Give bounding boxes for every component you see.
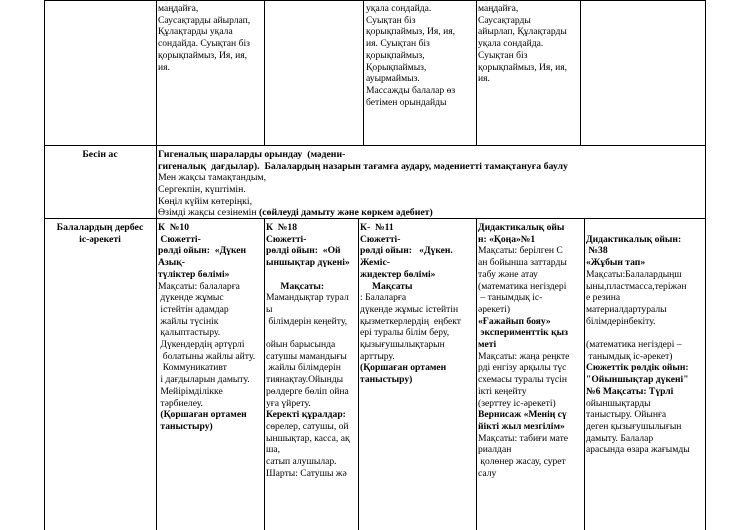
cell-line: Мақсаты: табиғи мате	[478, 432, 569, 444]
cell-line: Вернисаж «Менің сү	[478, 409, 567, 421]
cell-line: йікті жыл мезгілім»	[478, 420, 565, 432]
cell-line: қызығушылықтарын	[360, 339, 445, 351]
cell-line	[586, 327, 704, 339]
cell-line: Мақсаты: балаларға	[158, 280, 240, 292]
cell-line: ия.	[478, 73, 490, 85]
cell-line: ойыншықтарды	[586, 397, 651, 409]
cell-line: Массажды балалар өз	[366, 84, 456, 96]
cell-line: ікті кеңейту	[478, 385, 527, 397]
lunch-verse-4-text: Өзімді жақсы сезінемін	[158, 207, 257, 219]
cell-line: істейтін адамдар	[158, 303, 229, 315]
cell-line: : Балаларға	[360, 292, 407, 304]
cell-line: сондайда. Суықтан біз	[158, 38, 250, 50]
cell-line: таныстыру)	[158, 420, 213, 432]
row-divider-1	[44, 145, 706, 146]
cell-line: бетімен орындайды	[366, 96, 447, 108]
cell-line: №6 Мақсаты: Түрлі	[586, 385, 674, 397]
cell-line: ыны,пластмасса,теріжән	[586, 280, 687, 292]
cell-line: Мейірімділікке	[158, 385, 223, 397]
cell-line: меті	[478, 339, 497, 351]
activity-col-f	[586, 222, 704, 456]
cell-line: айырлап, Құлақтарды	[478, 26, 567, 38]
column-divider-3	[363, 0, 364, 145]
cell-line: түліктер бөлімі»	[158, 268, 230, 280]
activity-col-d	[360, 222, 475, 386]
cell-line: ыншықтар, касса, ақ	[266, 432, 350, 444]
cell-line: уқала сондайда.	[366, 3, 432, 14]
cell-line: Суықтан біз	[366, 14, 416, 26]
cell-line: (Қоршаған ортамен	[158, 409, 247, 421]
cell-line: (Қоршаған ортамен	[360, 362, 447, 374]
column-divider-3b	[358, 218, 359, 530]
cell-line: ан бойынша заттарды	[478, 257, 567, 269]
cell-line: Мақсаты:Балалардыңш	[586, 268, 682, 280]
cell-line: риалдан	[478, 444, 512, 456]
cell-line: тиянақтау.Ойынды	[266, 374, 344, 386]
cell-line: Дидактикалық ойы	[478, 222, 565, 233]
cell-line: қалыптастыру.	[158, 327, 221, 339]
cell-line: қолөнер жасау, сурет	[478, 456, 566, 468]
cell-line: дүкенде жұмыс істейтін	[360, 303, 459, 315]
cell-line: «Ғажайып бояу»	[478, 315, 551, 327]
cell-line: табу және атау	[478, 268, 538, 280]
massage-text-col-b	[158, 3, 262, 73]
cell-line: (зерттеу іс-әрекеті)	[478, 397, 556, 409]
document-page	[44, 0, 706, 530]
cell-line: қорықпаймыз, Ия, ия,	[366, 26, 456, 38]
cell-line	[266, 269, 357, 281]
column-divider-2	[264, 0, 265, 145]
cell-line: Дидактикалық ойын:	[586, 233, 682, 245]
cell-line: Мақсаты: жаңа реңкте	[478, 350, 570, 362]
cell-line: рді енгізу арқылы түс	[478, 362, 567, 374]
cell-line: уқала сондайда.	[478, 38, 544, 50]
cell-line: ыншықтар дүкені»	[266, 257, 350, 269]
cell-line: маңдайға,	[158, 3, 199, 14]
cell-line: әрекеті)	[478, 303, 511, 315]
cell-line: Сюжеттік рөлдік ойын:	[586, 362, 689, 374]
cell-line: Сюжетті-	[158, 233, 201, 245]
cell-line: таныстыру. Ойынға	[586, 409, 667, 421]
activity-col-c	[266, 222, 357, 479]
cell-line: білімдерін кеңейту,	[266, 315, 348, 327]
cell-line: схемасы туралы түсін	[478, 374, 567, 386]
cell-line: рөлді ойын: «Дүкен.	[360, 245, 453, 257]
cell-line: "Ойыншықтар дүкені"	[586, 374, 689, 386]
cell-line: (математика негіздері	[478, 280, 567, 292]
cell-line: (математика негіздері –	[586, 339, 682, 351]
table-top-border	[44, 0, 706, 1]
cell-line: Қорықпаймыз,	[366, 61, 427, 73]
cell-line: қорықпаймыз,	[366, 49, 425, 61]
cell-line: білімдерінбекіту.	[586, 315, 656, 327]
table-right-border	[705, 0, 706, 530]
column-divider-5b	[584, 218, 585, 530]
cell-line: Мақсаты: берілген С	[478, 245, 563, 257]
cell-line: рөлді ойын: «Ой	[266, 245, 341, 257]
cell-line: Шарты: Сатушы жә	[266, 467, 347, 479]
cell-line: Құлақтарды уқала	[158, 26, 233, 38]
cell-line: салу	[478, 467, 497, 479]
cell-line: Мақсаты:	[266, 280, 325, 292]
cell-line: Суықтан біз	[478, 49, 528, 61]
cell-line: арасында өзара жағымды	[586, 444, 690, 456]
cell-line: ауырмаймыз.	[366, 73, 420, 85]
cell-line: рөлдерге бөліп ойна	[266, 385, 349, 397]
cell-line: жайлы түсінік	[158, 315, 219, 327]
cell-line: танымдық іс-әрекет)	[586, 350, 673, 362]
column-divider-5	[580, 0, 581, 145]
cell-line: Жеміс-	[360, 257, 390, 269]
cell-line: н: «Қоңа»№1	[478, 233, 536, 245]
cell-line: эксперименттік қыз	[478, 327, 568, 339]
lunch-hygiene-bold-2: гигеналық дағдылар). Балалардың назарын тағамға аудару, мәдениетті тамақтануға баулу	[158, 160, 568, 172]
activity-col-e	[478, 222, 583, 479]
cell-line: маңдайға,	[478, 3, 519, 14]
lunch-verse-4	[158, 207, 433, 219]
column-divider-2b	[264, 218, 265, 530]
column-divider-4b	[476, 218, 477, 530]
column-divider-1	[156, 0, 157, 530]
cell-line: Саусақтарды айырлап,	[158, 14, 251, 26]
cell-line: К №10	[158, 222, 189, 233]
cell-line: ия. Суықтан біз	[366, 38, 430, 50]
cell-line: материалдартуралы	[586, 303, 667, 315]
cell-line: Мамандықтар турал	[266, 292, 349, 304]
cell-line: тәрбиелеу.	[158, 397, 203, 409]
cell-line: ойын барысында	[266, 339, 336, 351]
cell-line: рөлді ойын: «Дүкен	[158, 245, 247, 257]
lunch-verse-3: Көңіл күйім көтеріңкі,	[158, 195, 253, 207]
cell-line: ша,	[266, 444, 281, 456]
cell-line: К- №11	[360, 222, 394, 233]
cell-line: Сюжетті-	[360, 233, 401, 245]
cell-line: №38	[586, 245, 608, 257]
activity-col-b	[158, 222, 263, 433]
column-divider-4	[476, 0, 477, 145]
row-label-lunch: Бесін ас	[82, 149, 118, 160]
cell-line: қорықпаймыз, Ия, ия,	[158, 49, 248, 61]
cell-line: – танымдық іс-	[478, 292, 543, 304]
cell-line: і дағдыларын дамыту.	[158, 374, 250, 386]
cell-line: Дүкендердің әртүрлі	[158, 339, 245, 351]
cell-line: К №18	[266, 222, 297, 233]
cell-line: қорықпаймыз, Ия, ия,	[478, 61, 568, 73]
cell-line: дамыту. Балалар	[586, 432, 654, 444]
cell-line: ы	[266, 303, 273, 315]
massage-text-col-d	[366, 3, 474, 108]
row-label-activity-1: Балалардың дербес	[56, 222, 144, 233]
cell-line: таныстыру)	[360, 374, 413, 386]
lunch-hygiene-bold-1: Гигеналық шараларды орындау (мәдени-	[158, 149, 346, 160]
cell-line: жидектер бөлімі»	[360, 268, 436, 280]
cell-line: Мақсаты	[360, 280, 413, 292]
cell-line: сатып алушылар.	[266, 456, 337, 468]
cell-line: арттыру.	[360, 350, 395, 362]
cell-line: қызметкерлердің еңбект	[360, 315, 461, 327]
cell-line: болатыны жайлы айту.	[158, 350, 256, 362]
cell-line	[586, 222, 704, 234]
massage-text-col-e	[478, 3, 578, 85]
cell-line: сатушы мамандығы	[266, 350, 347, 362]
cell-line: е резина	[586, 292, 621, 304]
cell-line: Азық-	[158, 257, 185, 269]
lunch-verse-1: Мен жақсы тамақтандым,	[158, 172, 267, 184]
row-label-activity-2: іс-әрекеті	[79, 233, 121, 245]
table-left-border	[44, 0, 45, 530]
lunch-verse-4-tag: (сөйлеуді дамыту және көркем әдебиет)	[256, 207, 433, 219]
cell-line	[266, 327, 357, 339]
lunch-verse-2: Сергекпін, күштімін.	[158, 184, 246, 196]
cell-line: Сюжетті-	[266, 233, 307, 245]
cell-line: «Жұбын тап»	[586, 257, 646, 269]
cell-line: дүкенде жұмыс	[158, 292, 224, 304]
cell-line: Керекті құралдар:	[266, 409, 346, 421]
cell-line: ия.	[158, 61, 170, 73]
cell-line: деген қызығушылығын	[586, 420, 682, 432]
cell-line: Саусақтарды	[478, 14, 531, 26]
cell-line: сөрелер, сатушы, ой	[266, 420, 349, 432]
cell-line: жайлы білімдерін	[266, 362, 341, 374]
cell-line: уға үйрету.	[266, 397, 311, 409]
cell-line: ері туралы білім беру,	[360, 327, 450, 339]
cell-line: Коммуникативт	[158, 362, 227, 374]
